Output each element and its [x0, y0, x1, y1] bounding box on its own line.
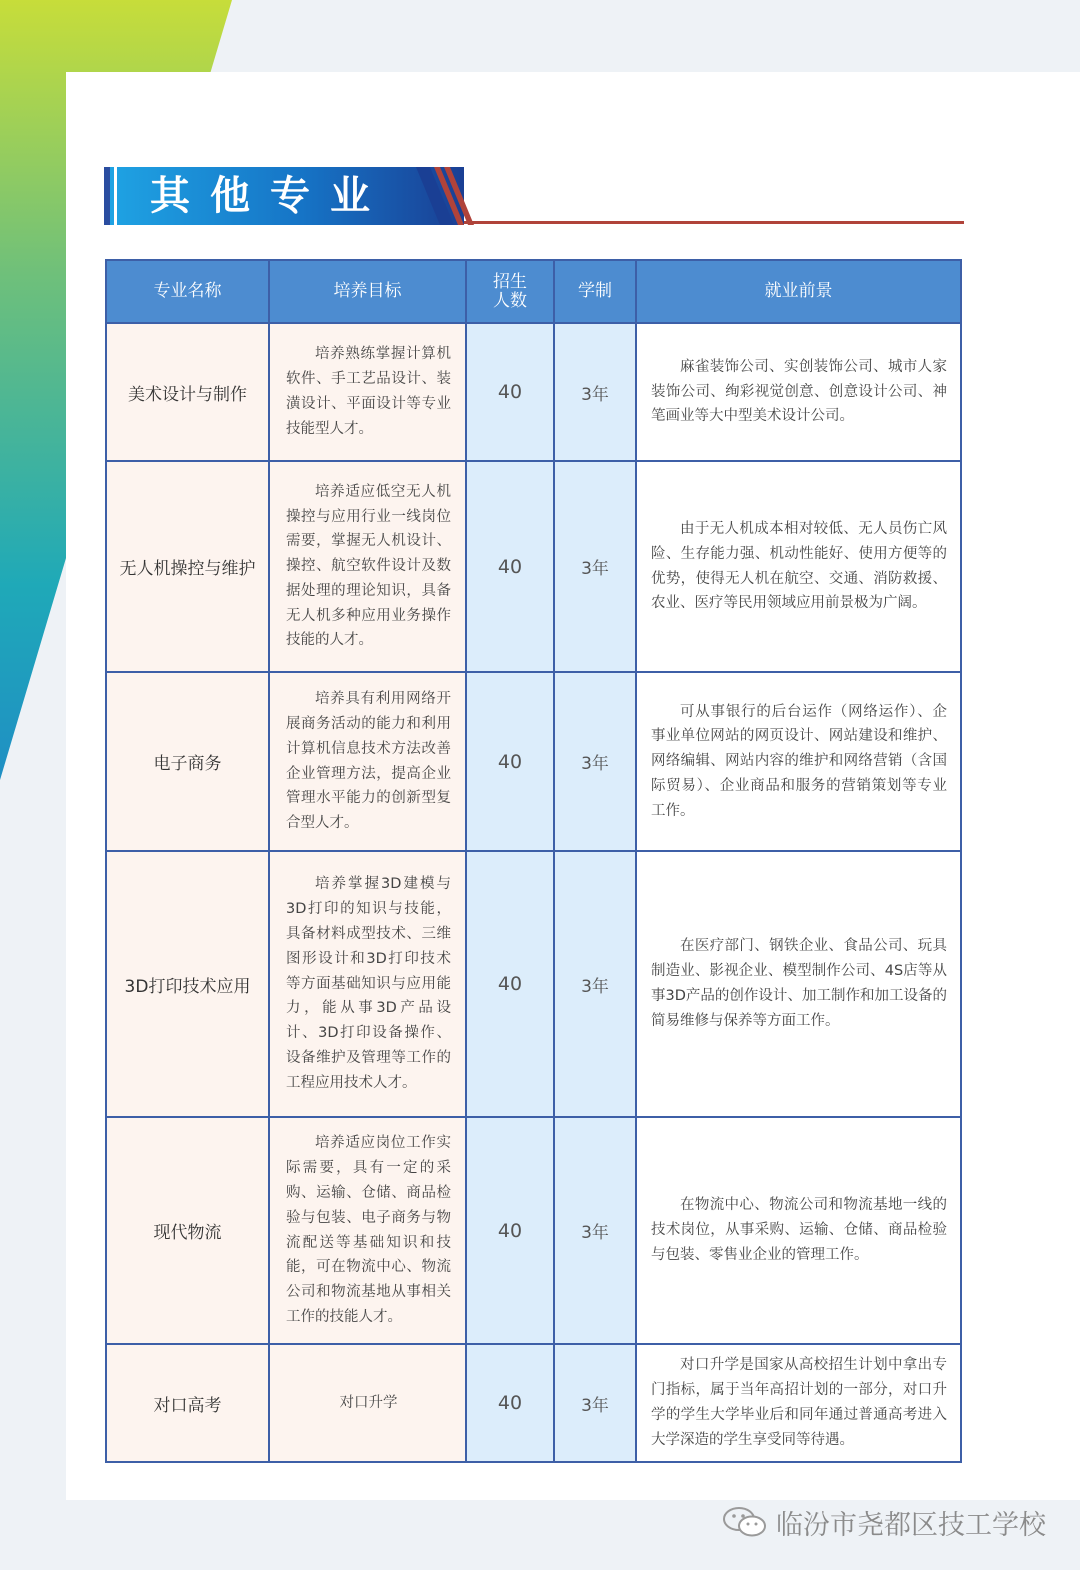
enrollment-count: 40 — [467, 673, 555, 852]
training-goal-text: 培养熟练掌握计算机软件、手工艺品设计、装潢设计、平面设计等专业技能型人才。 — [286, 346, 451, 437]
majors-table — [105, 259, 962, 1463]
header-training-goal: 培养目标 — [270, 261, 467, 324]
employment-prospects — [637, 1118, 960, 1345]
wechat-icon — [722, 1506, 768, 1538]
training-goal — [270, 852, 467, 1118]
duration: 3年 — [555, 852, 637, 1118]
header-enrollment — [467, 261, 555, 324]
enrollment-count: 40 — [467, 324, 555, 462]
header-enrollment-line1: 招生 — [493, 271, 527, 292]
duration: 3年 — [555, 1345, 637, 1461]
title-underline — [464, 221, 964, 224]
section-header — [104, 167, 964, 225]
major-name: 无人机操控与维护 — [107, 462, 270, 673]
enrollment-count: 40 — [467, 1118, 555, 1345]
duration: 3年 — [555, 462, 637, 673]
major-name: 美术设计与制作 — [107, 324, 270, 462]
employment-prospects — [637, 673, 960, 852]
header-major-name: 专业名称 — [107, 261, 270, 324]
training-goal — [270, 673, 467, 852]
employment-prospects — [637, 324, 960, 462]
enrollment-count: 40 — [467, 462, 555, 673]
training-goal: 对口升学 — [270, 1345, 467, 1461]
duration: 3年 — [555, 324, 637, 462]
table-header-row — [107, 261, 960, 324]
title-stripes-decoration — [416, 167, 476, 225]
account-name: 临汾市尧都区技工学校 — [776, 1509, 1046, 1541]
table-row — [107, 1345, 960, 1461]
header-enrollment-line2: 人数 — [493, 290, 527, 311]
title-bar-accent-thin — [114, 167, 117, 225]
section-title: 其他专业 — [150, 173, 390, 219]
table-row — [107, 324, 960, 462]
title-bar-accent — [104, 167, 110, 225]
training-goal-text: 培养具有利用网络开展商务活动的能力和利用计算机信息技术方法改善企业管理方法，提高企业管理水平能力的创新型复合型人才。 — [286, 691, 451, 832]
employment-prospects-text: 由于无人机成本相对较低、无人员伤亡风险、生存能力强、机动性能好、使用方便等的优势，使得无人机在航空、交通、消防救援、农业、医疗等民用领域应用前景极为广阔。 — [651, 520, 947, 612]
section-title-banner — [104, 167, 464, 225]
table-row — [107, 852, 960, 1118]
training-goal-text: 培养适应岗位工作实际需要，具有一定的采购、运输、仓储、商品检验与包装、电子商务与物流配送等基础知识和技能，可在物流中心、物流公司和物流基地从事相关工作的技能人才。 — [286, 1135, 451, 1325]
employment-prospects-text: 可从事银行的后台运作（网络运作）、企事业单位网站的网页设计、网站建设和维护、网络编辑、网站内容的维护和网络营销（含国际贸易）、企业商品和服务的营销策划等专业工作。 — [651, 703, 947, 819]
employment-prospects-text: 麻雀装饰公司、实创装饰公司、城市人家装饰公司、绚彩视觉创意、创意设计公司、神笔画业等大中型美术设计公司。 — [651, 358, 947, 425]
employment-prospects-text: 对口升学是国家从高校招生计划中拿出专门指标，属于当年高招计划的一部分，对口升学的学生大学毕业后和同年通过普通高考进入大学深造的学生享受同等待遇。 — [651, 1357, 947, 1448]
employment-prospects — [637, 852, 960, 1118]
major-name: 3D打印技术应用 — [107, 852, 270, 1118]
header-duration: 学制 — [555, 261, 637, 324]
duration: 3年 — [555, 673, 637, 852]
employment-prospects — [637, 1345, 960, 1461]
employment-prospects-text: 在医疗部门、钢铁企业、食品公司、玩具制造业、影视企业、模型制作公司、4S店等从事3D产品的创作设计、加工制作和加工设备的简易维修与保养等方面工作。 — [651, 938, 947, 1029]
major-name: 电子商务 — [107, 673, 270, 852]
employment-prospects-text: 在物流中心、物流公司和物流基地一线的技术岗位，从事采购、运输、仓储、商品检验与包装、零售业企业的管理工作。 — [651, 1197, 947, 1263]
duration: 3年 — [555, 1118, 637, 1345]
table-row — [107, 1118, 960, 1345]
enrollment-count: 40 — [467, 1345, 555, 1461]
header-prospects: 就业前景 — [637, 261, 960, 324]
footer-watermark — [722, 1502, 1046, 1542]
enrollment-count: 40 — [467, 852, 555, 1118]
table-row — [107, 673, 960, 852]
table-row — [107, 462, 960, 673]
major-name: 现代物流 — [107, 1118, 270, 1345]
employment-prospects — [637, 462, 960, 673]
training-goal-text: 培养适应低空无人机操控与应用行业一线岗位需要，掌握无人机设计、操控、航空软件设计及数据处理的理论知识，具备无人机多种应用业务操作技能的人才。 — [286, 483, 451, 649]
training-goal — [270, 462, 467, 673]
training-goal-text: 培养掌握3D建模与3D打印的知识与技能，具备材料成型技术、三维图形设计和3D打印技术等方面基础知识与应用能力，能从事3D产品设计、3D打印设备操作、设备维护及管理等工作的工程应用技术人才。 — [286, 876, 451, 1091]
training-goal — [270, 324, 467, 462]
training-goal — [270, 1118, 467, 1345]
major-name: 对口高考 — [107, 1345, 270, 1461]
